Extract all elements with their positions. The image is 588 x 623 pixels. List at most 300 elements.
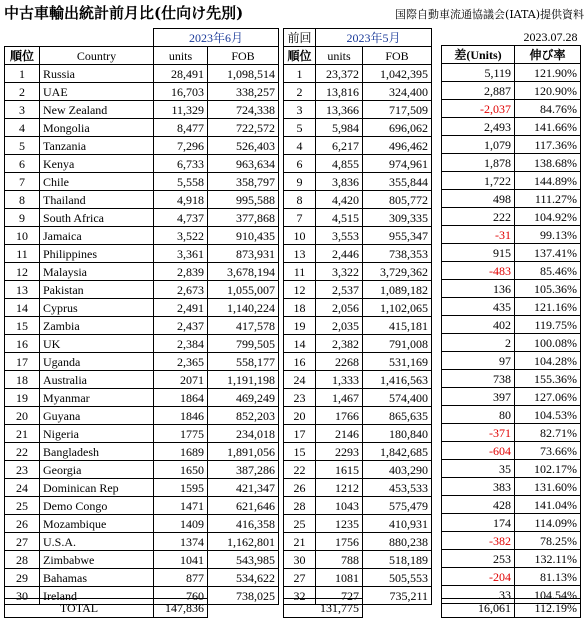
fob-cell: 377,868	[208, 209, 279, 227]
diff-cell: 80	[442, 406, 515, 424]
table-row	[5, 443, 279, 461]
prev-units-cell: 3,553	[316, 227, 363, 245]
prev-rank-cell: 15	[284, 443, 316, 461]
prev-units-cell: 6,217	[316, 137, 363, 155]
rank-cell: 24	[5, 479, 40, 497]
units-cell: 2071	[154, 371, 208, 389]
table-row	[442, 406, 581, 424]
table-row	[284, 479, 432, 497]
growth-cell: 127.06%	[515, 388, 581, 406]
country-cell: UK	[40, 335, 154, 353]
prev-rank-cell: 10	[284, 227, 316, 245]
prev-rank-cell: 25	[284, 515, 316, 533]
country-cell: Kenya	[40, 155, 154, 173]
rank-cell: 26	[5, 515, 40, 533]
units-cell: 1471	[154, 497, 208, 515]
table-row	[442, 190, 581, 208]
fob-cell: 1,162,801	[208, 533, 279, 551]
prev-rank-cell: 14	[284, 335, 316, 353]
country-cell: Ireland	[40, 587, 154, 605]
prev-fob-cell: 575,479	[363, 497, 432, 515]
fob-cell: 910,435	[208, 227, 279, 245]
diff-cell: 2,887	[442, 82, 515, 100]
rank-cell: 29	[5, 569, 40, 587]
diff-cell: 738	[442, 370, 515, 388]
diff-cell: 35	[442, 460, 515, 478]
growth-cell: 99.13%	[515, 226, 581, 244]
units-cell: 2,491	[154, 299, 208, 317]
diff-cell: 402	[442, 316, 515, 334]
rank-cell: 18	[5, 371, 40, 389]
prev-fob-cell: 696,062	[363, 119, 432, 137]
table-row	[5, 335, 279, 353]
units-cell: 1595	[154, 479, 208, 497]
prev-units-cell: 4,420	[316, 191, 363, 209]
growth-cell: 132.11%	[515, 550, 581, 568]
table-row	[5, 389, 279, 407]
diff-cell: 1,722	[442, 172, 515, 190]
units-cell: 28,491	[154, 65, 208, 83]
prev-rank-cell: 26	[284, 479, 316, 497]
rank-cell: 17	[5, 353, 40, 371]
units-cell: 1041	[154, 551, 208, 569]
rank-cell: 3	[5, 101, 40, 119]
prev-fob-cell: 1,089,182	[363, 281, 432, 299]
rank-cell: 27	[5, 533, 40, 551]
prev-fob-cell: 865,635	[363, 407, 432, 425]
prev-units-cell: 3,322	[316, 263, 363, 281]
table-row	[442, 388, 581, 406]
prev-fob-cell: 738,353	[363, 245, 432, 263]
growth-cell: 141.04%	[515, 496, 581, 514]
growth-cell: 78.25%	[515, 532, 581, 550]
growth-cell: 73.66%	[515, 442, 581, 460]
growth-cell: 85.46%	[515, 262, 581, 280]
table-row	[442, 100, 581, 118]
fob-cell: 722,572	[208, 119, 279, 137]
table-row	[5, 155, 279, 173]
table-row	[442, 532, 581, 550]
rank-cell: 7	[5, 173, 40, 191]
growth-header: 伸び率	[515, 46, 581, 64]
growth-cell: 155.36%	[515, 370, 581, 388]
diff-cell: 174	[442, 514, 515, 532]
units-cell: 2,365	[154, 353, 208, 371]
table-row	[5, 515, 279, 533]
rank-cell: 20	[5, 407, 40, 425]
country-cell: New Zealand	[40, 101, 154, 119]
diff-cell: -604	[442, 442, 515, 460]
june-table	[4, 28, 279, 605]
table-row	[442, 550, 581, 568]
table-row	[5, 533, 279, 551]
table-row	[284, 533, 432, 551]
units-cell: 3,522	[154, 227, 208, 245]
units-cell: 1689	[154, 443, 208, 461]
table-row	[284, 191, 432, 209]
table-row	[442, 64, 581, 82]
table-row	[442, 496, 581, 514]
units-cell: 16,703	[154, 83, 208, 101]
prev-fob-cell: 574,400	[363, 389, 432, 407]
country-cell: Uganda	[40, 353, 154, 371]
diff-table	[441, 28, 581, 604]
rank-cell: 19	[5, 389, 40, 407]
prev-rank-cell: 11	[284, 263, 316, 281]
diff-cell: -371	[442, 424, 515, 442]
rank-cell: 16	[5, 335, 40, 353]
units-cell: 2,384	[154, 335, 208, 353]
prev-units-cell: 4,515	[316, 209, 363, 227]
diff-cell: -31	[442, 226, 515, 244]
table-row	[284, 299, 432, 317]
table-row	[5, 245, 279, 263]
fob-cell: 799,505	[208, 335, 279, 353]
prev-rank-cell: 20	[284, 407, 316, 425]
prev-rank-cell: 18	[284, 299, 316, 317]
may-table	[283, 28, 432, 605]
units-cell: 8,477	[154, 119, 208, 137]
rank-cell: 6	[5, 155, 40, 173]
prev-units-cell: 1615	[316, 461, 363, 479]
prev-units-cell: 1766	[316, 407, 363, 425]
country-cell: Malaysia	[40, 263, 154, 281]
prev-fob-cell: 955,347	[363, 227, 432, 245]
country-cell: Demo Congo	[40, 497, 154, 515]
table-row	[442, 514, 581, 532]
growth-cell: 131.60%	[515, 478, 581, 496]
table-row	[5, 299, 279, 317]
prev-fob-cell: 518,189	[363, 551, 432, 569]
diff-cell: 383	[442, 478, 515, 496]
table-row	[442, 478, 581, 496]
prev-fob-cell: 531,169	[363, 353, 432, 371]
total-growth: 112.19%	[515, 599, 581, 618]
country-cell: South Africa	[40, 209, 154, 227]
rank-cell: 5	[5, 137, 40, 155]
diff-cell: 2,493	[442, 118, 515, 136]
prev-units-cell: 5,984	[316, 119, 363, 137]
table-row	[284, 461, 432, 479]
prev-fob-cell: 974,961	[363, 155, 432, 173]
total-diff: 16,061	[442, 599, 515, 618]
growth-cell: 104.28%	[515, 352, 581, 370]
table-row	[442, 352, 581, 370]
country-cell: Cyprus	[40, 299, 154, 317]
table-row	[5, 83, 279, 101]
prev-units-cell: 2,382	[316, 335, 363, 353]
prev-rank-cell: 22	[284, 461, 316, 479]
diff-total-table	[441, 598, 581, 618]
prev-rank-cell: 9	[284, 173, 316, 191]
fob-cell: 558,177	[208, 353, 279, 371]
table-row	[284, 209, 432, 227]
fob-cell: 526,403	[208, 137, 279, 155]
table-row	[5, 119, 279, 137]
prev-rank-cell: 5	[284, 119, 316, 137]
source-note: 国際自動車流通協議会(IATA)提供資料	[395, 8, 584, 21]
fob-cell: 534,622	[208, 569, 279, 587]
prev-units-cell: 13,816	[316, 83, 363, 101]
total-prev-units: 131,775	[284, 599, 363, 618]
may-fob-header: FOB	[363, 47, 432, 65]
growth-cell: 120.90%	[515, 82, 581, 100]
growth-cell: 117.36%	[515, 136, 581, 154]
rank-cell: 30	[5, 587, 40, 605]
table-row	[5, 407, 279, 425]
table-row	[5, 353, 279, 371]
units-cell: 1650	[154, 461, 208, 479]
prev-units-cell: 2,446	[316, 245, 363, 263]
units-cell: 1374	[154, 533, 208, 551]
growth-cell: 84.76%	[515, 100, 581, 118]
table-row	[284, 317, 432, 335]
country-cell: Tanzania	[40, 137, 154, 155]
fob-cell: 417,578	[208, 317, 279, 335]
prev-units-cell: 1235	[316, 515, 363, 533]
diff-cell: 222	[442, 208, 515, 226]
prev-rank-cell: 2	[284, 83, 316, 101]
growth-cell: 104.54%	[515, 586, 581, 604]
prev-rank-cell: 19	[284, 317, 316, 335]
growth-cell: 141.66%	[515, 118, 581, 136]
diff-cell: 397	[442, 388, 515, 406]
fob-cell: 234,018	[208, 425, 279, 443]
diff-cell: -2,037	[442, 100, 515, 118]
prev-units-cell: 2293	[316, 443, 363, 461]
june-period-header: 2023年6月	[154, 29, 279, 47]
diff-cell: 915	[442, 244, 515, 262]
rank-cell: 28	[5, 551, 40, 569]
table-row	[442, 262, 581, 280]
prev-fob-cell: 403,290	[363, 461, 432, 479]
growth-cell: 82.71%	[515, 424, 581, 442]
table-row	[442, 172, 581, 190]
units-cell: 2,437	[154, 317, 208, 335]
growth-cell: 104.92%	[515, 208, 581, 226]
units-cell: 4,918	[154, 191, 208, 209]
prev-units-cell: 4,855	[316, 155, 363, 173]
diff-cell: -382	[442, 532, 515, 550]
fob-cell: 738,025	[208, 587, 279, 605]
table-row	[5, 497, 279, 515]
june-rank-header: 順位	[5, 47, 40, 65]
table-row	[5, 479, 279, 497]
diff-cell: 33	[442, 586, 515, 604]
fob-cell: 543,985	[208, 551, 279, 569]
country-cell: Philippines	[40, 245, 154, 263]
fob-cell: 469,249	[208, 389, 279, 407]
fob-cell: 621,646	[208, 497, 279, 515]
country-cell: Pakistan	[40, 281, 154, 299]
table-row	[442, 334, 581, 352]
prev-fob-cell: 1,416,563	[363, 371, 432, 389]
total-label: TOTAL	[5, 599, 154, 618]
table-row	[284, 425, 432, 443]
country-cell: Thailand	[40, 191, 154, 209]
country-cell: Dominican Rep	[40, 479, 154, 497]
prev-rank-cell: 16	[284, 353, 316, 371]
may-units-header: units	[316, 47, 363, 65]
table-row	[5, 173, 279, 191]
table-row	[284, 65, 432, 83]
growth-cell: 138.68%	[515, 154, 581, 172]
prev-rank-cell: 21	[284, 533, 316, 551]
diff-cell: -204	[442, 568, 515, 586]
rank-cell: 14	[5, 299, 40, 317]
fob-cell: 1,098,514	[208, 65, 279, 83]
may-rank-header-top: 前回	[284, 29, 316, 47]
growth-cell: 114.09%	[515, 514, 581, 532]
june-rows	[5, 65, 279, 605]
fob-cell: 1,055,007	[208, 281, 279, 299]
table-row	[5, 227, 279, 245]
prev-units-cell: 23,372	[316, 65, 363, 83]
rank-cell: 9	[5, 209, 40, 227]
table-row	[442, 226, 581, 244]
rank-cell: 11	[5, 245, 40, 263]
prev-units-cell: 3,836	[316, 173, 363, 191]
units-cell: 2,839	[154, 263, 208, 281]
growth-cell: 81.13%	[515, 568, 581, 586]
fob-cell: 852,203	[208, 407, 279, 425]
table-row	[284, 407, 432, 425]
units-cell: 4,737	[154, 209, 208, 227]
prev-rank-cell: 6	[284, 155, 316, 173]
prev-fob-cell: 805,772	[363, 191, 432, 209]
table-row	[442, 460, 581, 478]
fob-cell: 421,347	[208, 479, 279, 497]
table-row	[442, 442, 581, 460]
units-cell: 5,558	[154, 173, 208, 191]
table-row	[284, 281, 432, 299]
prev-fob-cell: 180,840	[363, 425, 432, 443]
prev-rank-cell: 8	[284, 191, 316, 209]
diff-cell: 2	[442, 334, 515, 352]
june-fob-header: FOB	[208, 47, 279, 65]
table-row	[5, 209, 279, 227]
prev-fob-cell: 505,553	[363, 569, 432, 587]
table-row	[5, 461, 279, 479]
table-row	[284, 119, 432, 137]
fob-cell: 358,797	[208, 173, 279, 191]
may-total-table	[283, 598, 363, 618]
country-cell: Chile	[40, 173, 154, 191]
growth-cell: 121.90%	[515, 64, 581, 82]
fob-cell: 1,891,056	[208, 443, 279, 461]
country-cell: Georgia	[40, 461, 154, 479]
rank-cell: 12	[5, 263, 40, 281]
rank-cell: 23	[5, 461, 40, 479]
growth-cell: 121.16%	[515, 298, 581, 316]
country-cell: Australia	[40, 371, 154, 389]
country-cell: Jamaica	[40, 227, 154, 245]
diff-cell: 5,119	[442, 64, 515, 82]
prev-fob-cell: 735,211	[363, 587, 432, 605]
table-row	[442, 208, 581, 226]
report-date: 2023.07.28	[523, 29, 578, 44]
table-row	[5, 101, 279, 119]
june-country-header: Country	[40, 47, 154, 65]
table-row	[5, 137, 279, 155]
prev-fob-cell: 3,729,362	[363, 263, 432, 281]
prev-rank-cell: 7	[284, 209, 316, 227]
prev-units-cell: 2,056	[316, 299, 363, 317]
country-cell: Bahamas	[40, 569, 154, 587]
units-cell: 7,296	[154, 137, 208, 155]
table-row	[442, 244, 581, 262]
country-cell: UAE	[40, 83, 154, 101]
prev-rank-cell: 27	[284, 569, 316, 587]
rank-cell: 10	[5, 227, 40, 245]
table-row	[5, 263, 279, 281]
table-row	[284, 569, 432, 587]
growth-cell: 119.75%	[515, 316, 581, 334]
country-cell: Guyana	[40, 407, 154, 425]
table-row	[5, 65, 279, 83]
diff-cell: 435	[442, 298, 515, 316]
diff-cell: 1,079	[442, 136, 515, 154]
prev-rank-cell: 28	[284, 497, 316, 515]
growth-cell: 144.89%	[515, 172, 581, 190]
prev-units-cell: 13,366	[316, 101, 363, 119]
table-row	[284, 263, 432, 281]
units-cell: 760	[154, 587, 208, 605]
rank-cell: 4	[5, 119, 40, 137]
units-cell: 1846	[154, 407, 208, 425]
fob-cell: 338,257	[208, 83, 279, 101]
rank-cell: 21	[5, 425, 40, 443]
rank-cell: 2	[5, 83, 40, 101]
diff-cell: 253	[442, 550, 515, 568]
prev-rank-cell: 32	[284, 587, 316, 605]
rank-cell: 13	[5, 281, 40, 299]
prev-rank-cell: 24	[284, 371, 316, 389]
prev-units-cell: 2268	[316, 353, 363, 371]
prev-fob-cell: 880,238	[363, 533, 432, 551]
prev-rank-cell: 3	[284, 101, 316, 119]
prev-fob-cell: 355,844	[363, 173, 432, 191]
prev-rank-cell: 1	[284, 65, 316, 83]
table-row	[442, 82, 581, 100]
country-cell: Mongolia	[40, 119, 154, 137]
prev-fob-cell: 324,400	[363, 83, 432, 101]
prev-units-cell: 788	[316, 551, 363, 569]
growth-cell: 137.41%	[515, 244, 581, 262]
table-row	[284, 173, 432, 191]
total-units: 147,836	[154, 599, 208, 618]
prev-fob-cell: 1,842,685	[363, 443, 432, 461]
may-rows	[284, 65, 432, 605]
prev-units-cell: 1043	[316, 497, 363, 515]
growth-cell: 111.27%	[515, 190, 581, 208]
rank-cell: 8	[5, 191, 40, 209]
diff-cell: 136	[442, 280, 515, 298]
june-total-table	[4, 598, 208, 618]
prev-fob-cell: 717,509	[363, 101, 432, 119]
table-row	[442, 568, 581, 586]
table-row	[284, 227, 432, 245]
fob-cell: 1,140,224	[208, 299, 279, 317]
units-cell: 877	[154, 569, 208, 587]
fob-cell: 1,191,198	[208, 371, 279, 389]
table-row	[284, 335, 432, 353]
fob-cell: 3,678,194	[208, 263, 279, 281]
page-title: 中古車輸出統計前月比(仕向け先別)	[4, 4, 244, 22]
prev-fob-cell: 309,335	[363, 209, 432, 227]
rank-cell: 25	[5, 497, 40, 515]
prev-units-cell: 727	[316, 587, 363, 605]
